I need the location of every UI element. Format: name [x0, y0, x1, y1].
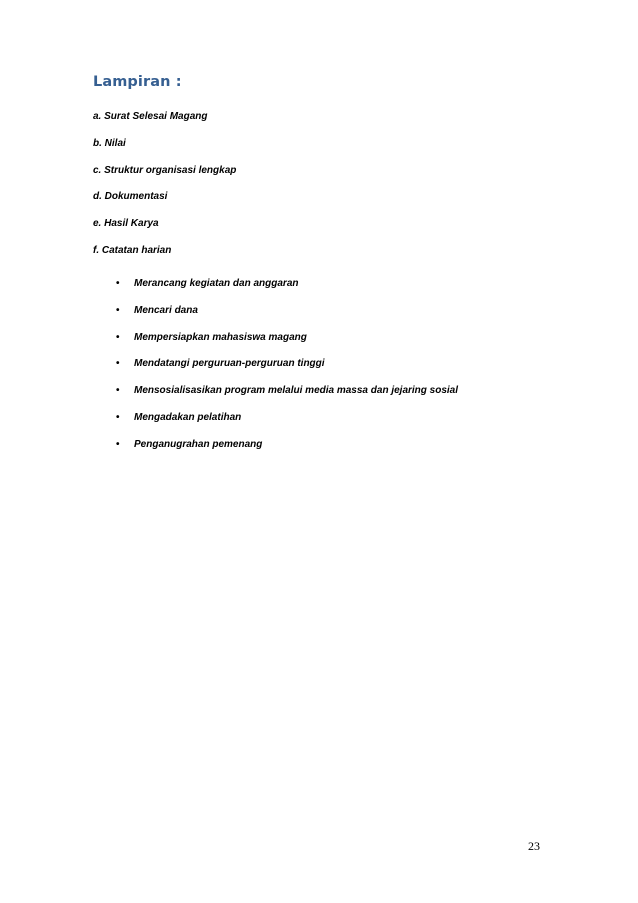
bullet-icon: • — [116, 438, 120, 450]
bullet-text: Mendatangi perguruan-perguruan tinggi — [134, 358, 325, 370]
bullet-text: Merancang kegiatan dan anggaran — [134, 278, 299, 289]
bullet-icon: • — [116, 278, 120, 289]
page-number: 23 — [528, 839, 540, 853]
bullet-text: Mencari dana — [134, 304, 198, 316]
list-item: f. Catatan harian — [93, 244, 172, 256]
bullet-text: Mensosialisasikan program melalui media massa dan jejaring sosial — [134, 385, 459, 397]
bullet-text: Penganugrahan pemenang — [134, 438, 263, 450]
list-item: c. Struktur organisasi lengkap — [93, 164, 237, 176]
list-item: b. Nilai — [93, 137, 126, 149]
attachment-list — [93, 110, 236, 271]
list-item: e. Hasil Karya — [93, 218, 159, 230]
bullet-icon: • — [116, 331, 120, 343]
bullet-icon: • — [116, 304, 120, 316]
bullet-text: Mengadakan pelatihan — [134, 411, 242, 423]
bullet-icon: • — [116, 358, 120, 370]
list-item: a. Surat Selesai Magang — [93, 111, 208, 122]
bullet-icon: • — [116, 385, 120, 397]
bullet-text: Mempersiapkan mahasiswa magang — [134, 331, 307, 343]
list-item: d. Dokumentasi — [93, 191, 168, 203]
section-heading: Lampiran : — [93, 74, 182, 90]
bullet-icon: • — [116, 411, 120, 423]
